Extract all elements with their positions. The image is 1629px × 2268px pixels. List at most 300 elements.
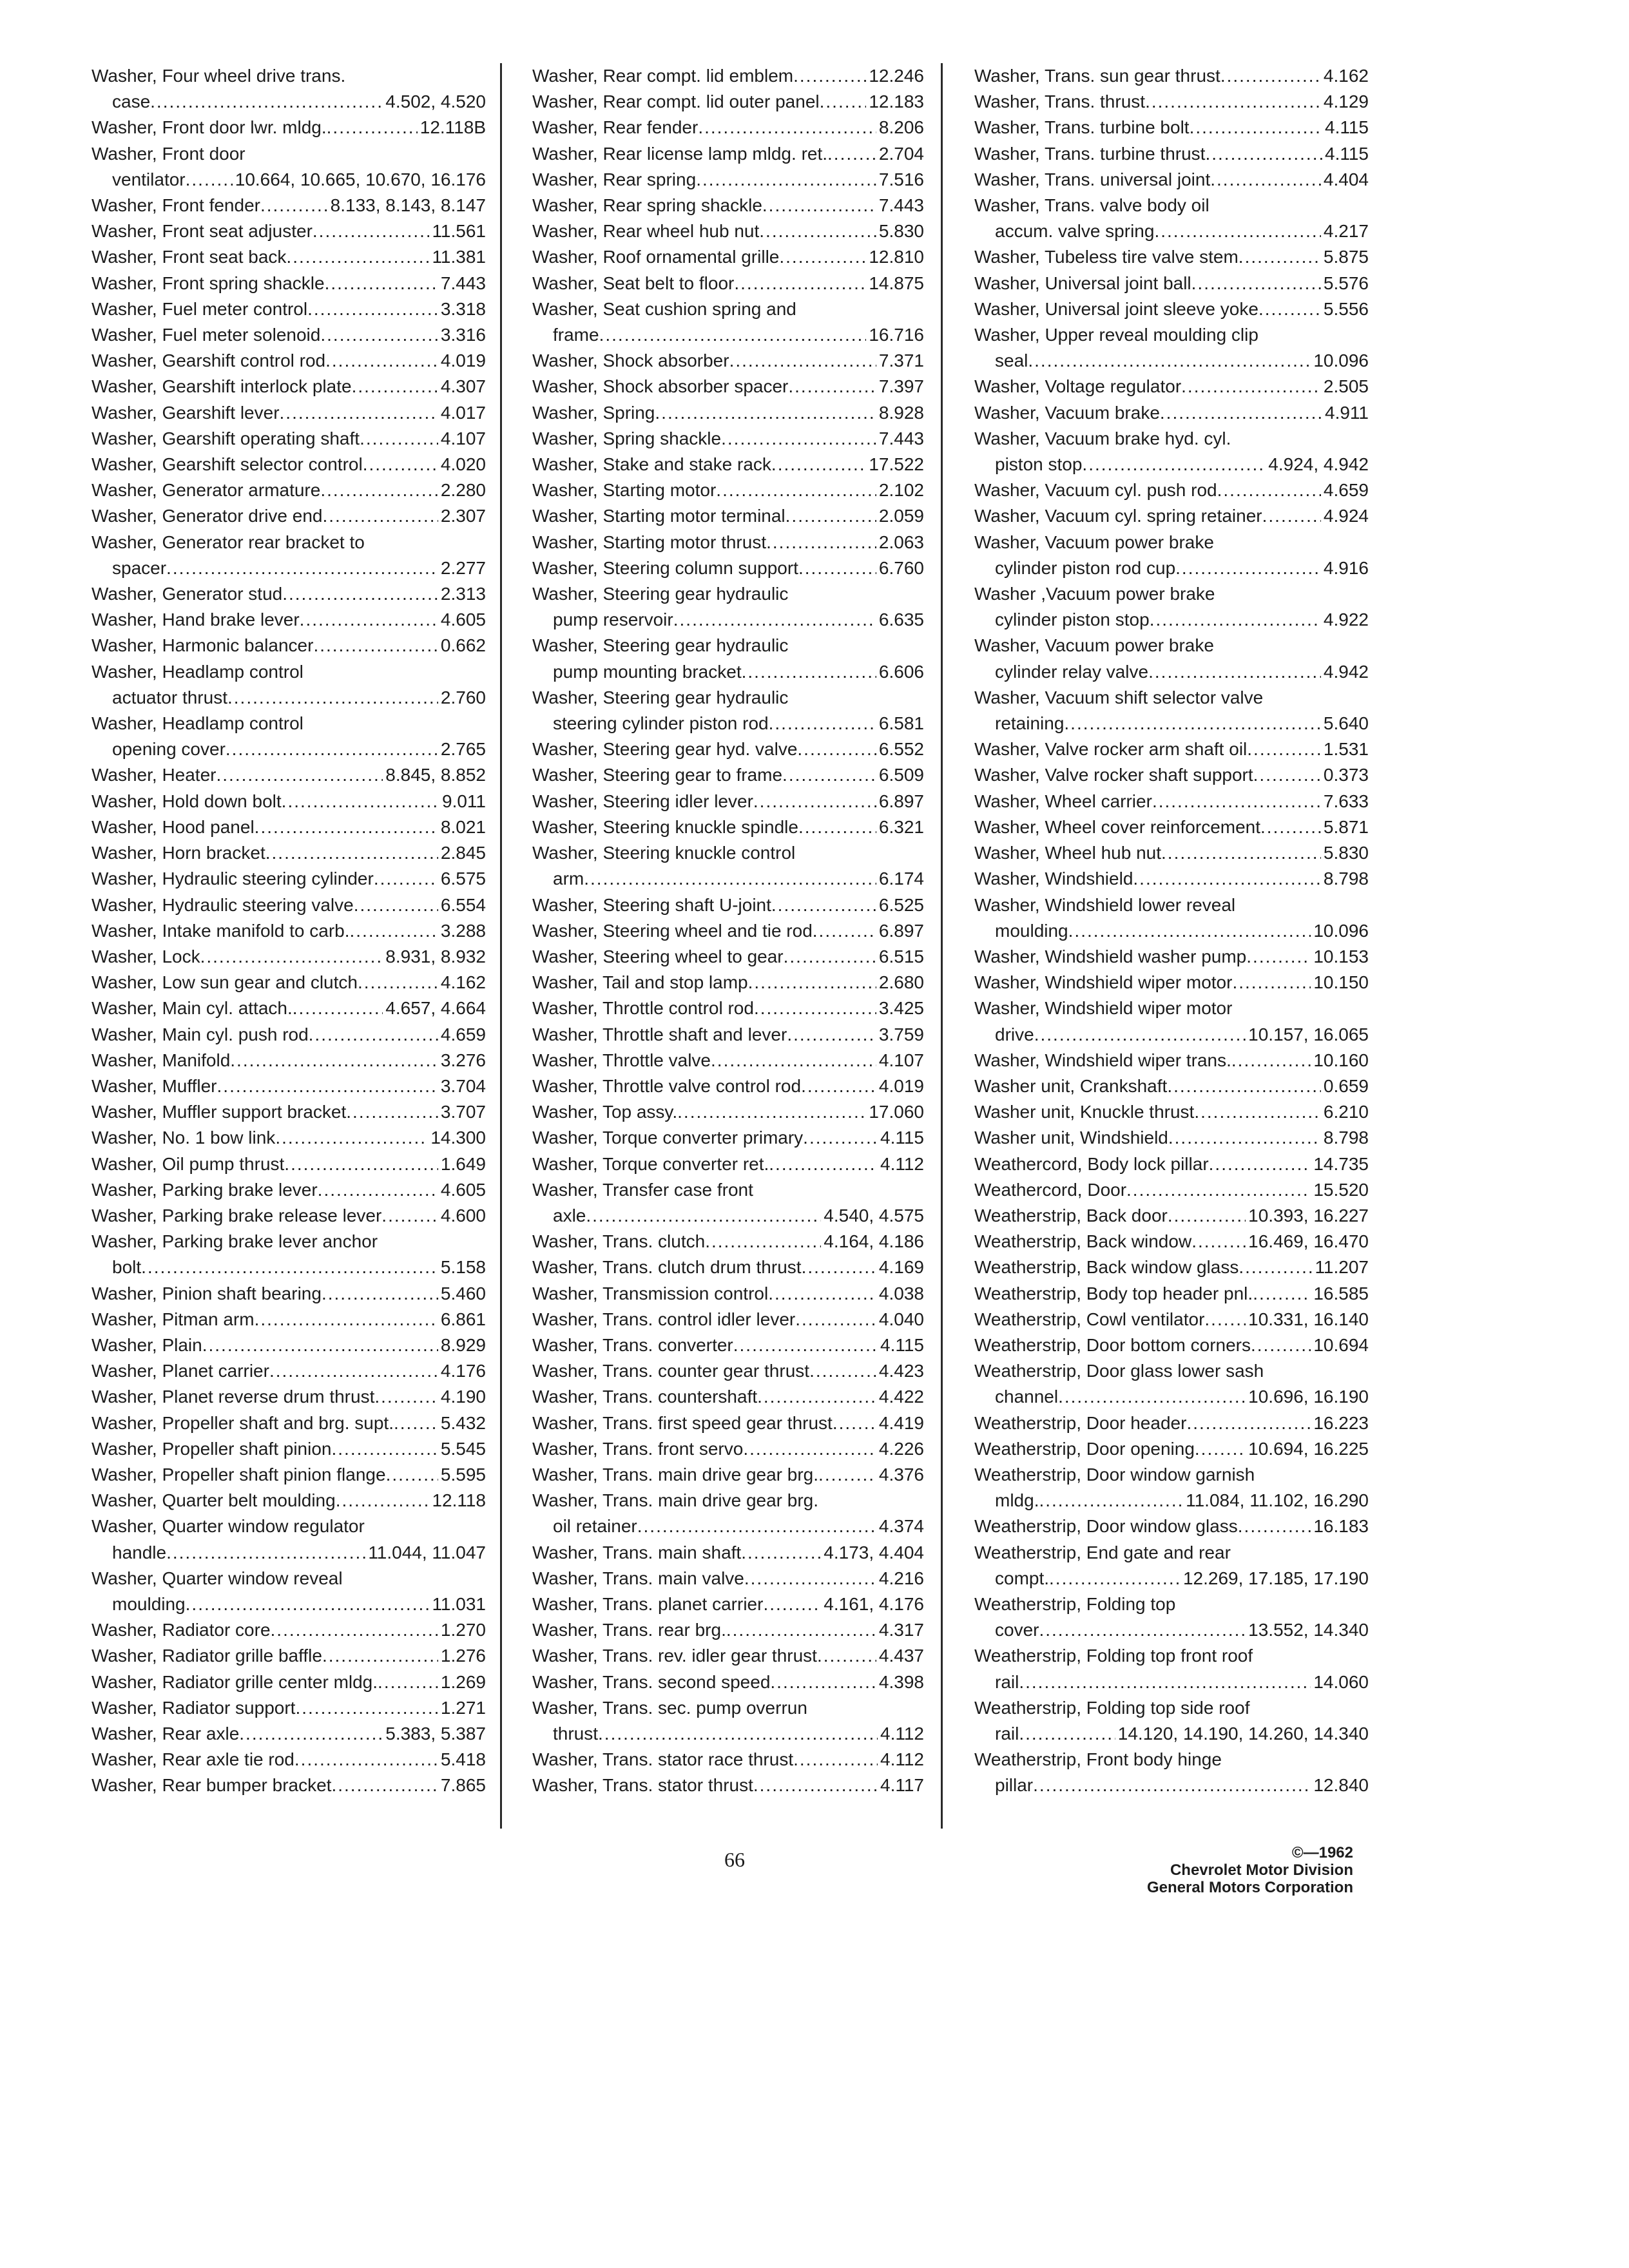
index-entry xyxy=(532,789,924,814)
dot-leader xyxy=(793,63,866,89)
index-entry xyxy=(532,1099,924,1125)
entry-page-ref: 6.861 xyxy=(440,1309,486,1329)
entry-term: Washer, Lock xyxy=(92,946,200,966)
index-entry xyxy=(974,840,1369,866)
entry-page-ref: 4.605 xyxy=(440,610,486,630)
entry-term: Washer, Gearshift interlock plate xyxy=(92,376,352,397)
entry-page-ref: 2.704 xyxy=(878,143,924,164)
index-entry xyxy=(532,1022,924,1048)
index-entry xyxy=(974,1281,1369,1307)
index-entry xyxy=(532,244,924,270)
dot-leader xyxy=(300,607,438,633)
entry-term: Washer, Starting motor xyxy=(532,480,717,501)
dot-leader xyxy=(271,1617,438,1643)
index-entry xyxy=(974,1307,1369,1332)
entry-term: Washer, No. 1 bow link xyxy=(92,1128,276,1148)
index-entry xyxy=(974,995,1369,1047)
entry-page-ref: 4.540, 4.575 xyxy=(824,1205,924,1225)
entry-term-continued: cylinder piston stop xyxy=(995,610,1150,630)
index-entry xyxy=(532,477,924,503)
dot-leader xyxy=(1064,711,1321,736)
index-entry xyxy=(92,970,486,995)
entry-page-ref: 7.443 xyxy=(878,428,924,448)
dot-leader xyxy=(282,789,439,814)
dot-leader xyxy=(1253,762,1321,788)
index-entry xyxy=(974,633,1369,684)
entry-page-ref: 4.020 xyxy=(440,454,486,475)
entry-page-ref: 4.659 xyxy=(440,1024,486,1044)
dot-leader xyxy=(1239,1254,1312,1280)
dot-leader xyxy=(705,1229,821,1254)
entry-page-ref: 6.552 xyxy=(878,739,924,760)
dot-leader xyxy=(1126,1177,1311,1203)
entry-term: Washer, Vacuum brake xyxy=(974,402,1160,423)
entry-term: Washer unit, Crankshaft xyxy=(974,1075,1168,1096)
dot-leader xyxy=(1168,1203,1246,1229)
entry-term: Washer, Steering column support xyxy=(532,557,798,578)
entry-term: Washer, Trans. main valve xyxy=(532,1568,744,1588)
dot-leader xyxy=(757,1384,876,1410)
entry-term-continued: pump mounting bracket xyxy=(553,661,742,682)
index-entry xyxy=(532,89,924,115)
dot-leader xyxy=(354,892,438,918)
index-entry xyxy=(974,530,1369,581)
entry-page-ref: 9.011 xyxy=(442,791,486,811)
dot-leader xyxy=(771,452,866,477)
entry-term: Washer, Low sun gear and clutch xyxy=(92,972,358,993)
entry-term: Washer, Parking brake lever xyxy=(92,1179,318,1200)
index-entry xyxy=(92,1695,486,1721)
index-entry xyxy=(92,296,486,322)
index-entry xyxy=(92,892,486,918)
entry-page-ref: 5.545 xyxy=(440,1438,486,1459)
entry-term: Washer, Rear spring shackle xyxy=(532,195,762,216)
entry-term: Washer, Vacuum brake hyd. cyl. xyxy=(974,428,1231,448)
entry-page-ref: 3.759 xyxy=(878,1024,924,1044)
dot-leader xyxy=(307,296,438,322)
index-entry xyxy=(974,970,1369,995)
entry-term: Washer, Seat cushion spring and xyxy=(532,298,796,319)
entry-page-ref: 4.040 xyxy=(878,1309,924,1329)
dot-leader xyxy=(784,944,876,970)
dot-leader xyxy=(586,1203,821,1229)
entry-term: Washer, Propeller shaft pinion xyxy=(92,1438,332,1459)
entry-term: Washer, Shock absorber xyxy=(532,351,729,371)
index-entry xyxy=(92,1566,486,1617)
index-entry xyxy=(92,1462,486,1488)
entry-page-ref: 1.276 xyxy=(440,1646,486,1666)
entry-page-ref: 4.019 xyxy=(440,351,486,371)
entry-page-ref: 4.376 xyxy=(878,1464,924,1485)
dot-leader xyxy=(1152,789,1321,814)
dot-leader xyxy=(313,633,438,658)
entry-term: Weatherstrip, Door bottom corners xyxy=(974,1334,1251,1355)
entry-term: Washer, Gearshift operating shaft xyxy=(92,428,360,448)
entry-term: Washer, Trans. front servo xyxy=(532,1438,744,1459)
entry-term: Washer, Stake and stake rack xyxy=(532,454,771,475)
entry-term: Weatherstrip, Back door xyxy=(974,1205,1168,1225)
entry-page-ref: 4.162 xyxy=(440,972,486,993)
entry-term: Washer, Wheel carrier xyxy=(974,791,1152,811)
index-entry xyxy=(532,400,924,426)
entry-page-ref: 2.760 xyxy=(440,687,486,707)
entry-term: Washer, Trans. rear brg. xyxy=(532,1620,726,1640)
entry-page-ref: 8.931, 8.932 xyxy=(385,946,486,966)
index-entry xyxy=(974,892,1369,944)
dot-leader xyxy=(318,1177,438,1203)
entry-page-ref: 14.060 xyxy=(1313,1671,1369,1692)
entry-term: Washer, Vacuum shift selector valve xyxy=(974,687,1264,707)
entry-term-continued: actuator thrust xyxy=(112,687,227,707)
index-entry xyxy=(532,167,924,193)
index-entry xyxy=(92,789,486,814)
entry-term: Washer, Torque converter ret. xyxy=(532,1153,769,1174)
entry-page-ref: 4.942 xyxy=(1323,661,1369,682)
entry-term: Washer, Trans. clutch drum thrust xyxy=(532,1257,802,1278)
entry-page-ref: 4.422 xyxy=(878,1387,924,1407)
dot-leader xyxy=(331,1773,438,1798)
dot-leader xyxy=(766,530,876,555)
index-entry xyxy=(532,63,924,89)
entry-term: Washer, Steering knuckle control xyxy=(532,843,796,863)
index-entry xyxy=(92,995,486,1021)
index-entry xyxy=(974,374,1369,399)
index-entry xyxy=(974,1643,1369,1695)
entry-term: Washer, Steering gear hydraulic xyxy=(532,584,789,604)
entry-page-ref: 5.158 xyxy=(440,1257,486,1278)
entry-term-continued: pump reservoir xyxy=(553,610,673,630)
entry-term: Washer, Planet carrier xyxy=(92,1361,269,1381)
dot-leader xyxy=(1161,840,1321,866)
index-entry xyxy=(92,866,486,892)
dot-leader xyxy=(217,1073,438,1099)
entry-page-ref: 4.419 xyxy=(878,1412,924,1433)
index-entry xyxy=(974,1125,1369,1151)
entry-page-ref: 4.115 xyxy=(1325,117,1369,138)
entry-term: Washer, Trans. sun gear thrust xyxy=(974,66,1220,86)
index-entry xyxy=(974,1229,1369,1254)
entry-page-ref: 4.216 xyxy=(878,1568,924,1588)
dot-leader xyxy=(797,736,876,762)
entry-term: Weatherstrip, Cowl ventilator xyxy=(974,1309,1205,1329)
index-column-1 xyxy=(92,63,486,1799)
index-entry xyxy=(92,374,486,399)
entry-term: Washer, Steering knuckle spindle xyxy=(532,816,798,837)
dot-leader xyxy=(1232,970,1311,995)
dot-leader xyxy=(1148,659,1321,685)
dot-leader xyxy=(1186,1410,1311,1436)
entry-term-continued: rail xyxy=(995,1724,1019,1744)
entry-page-ref: 4.107 xyxy=(878,1050,924,1070)
index-entry xyxy=(92,271,486,296)
entry-page-ref: 10.694, 16.225 xyxy=(1248,1438,1369,1459)
dot-leader xyxy=(309,1022,438,1048)
entry-page-ref: 12.810 xyxy=(869,247,924,267)
entry-term: Weatherstrip, Back window xyxy=(974,1231,1192,1252)
entry-page-ref: 8.798 xyxy=(1323,1128,1369,1148)
entry-term-continued: ventilator xyxy=(112,169,186,189)
index-entry xyxy=(974,814,1369,840)
entry-term: Washer, Steering wheel and tie rod xyxy=(532,920,813,941)
entry-term: Washer, Trans. stator race thrust xyxy=(532,1749,794,1770)
entry-term: Washer, Fuel meter solenoid xyxy=(92,325,321,345)
entry-term: Washer unit, Knuckle thrust xyxy=(974,1102,1195,1122)
entry-term: Washer, Universal joint ball xyxy=(974,273,1191,293)
index-entry xyxy=(532,296,924,348)
entry-term-continued: spacer xyxy=(112,557,167,578)
entry-page-ref: 4.911 xyxy=(1325,402,1369,423)
entry-term: Washer, Trans. sec. pump overrun xyxy=(532,1697,807,1718)
dot-leader xyxy=(743,1436,876,1462)
entry-page-ref: 6.554 xyxy=(440,894,486,915)
index-entry xyxy=(532,1307,924,1332)
entry-page-ref: 10.153 xyxy=(1313,946,1369,966)
dot-leader xyxy=(286,244,429,270)
entry-term-continued: rail xyxy=(995,1671,1019,1692)
dot-leader xyxy=(141,1254,438,1280)
entry-term: Washer, Steering idler lever xyxy=(532,791,753,811)
index-entry xyxy=(92,1099,486,1125)
entry-term: Washer, Torque converter primary xyxy=(532,1128,804,1148)
entry-term: Weatherstrip, Body top header pnl. xyxy=(974,1283,1253,1303)
index-entry xyxy=(532,1591,924,1617)
dot-leader xyxy=(1181,374,1321,399)
entry-page-ref: 13.552, 14.340 xyxy=(1248,1620,1369,1640)
dot-leader xyxy=(322,503,438,529)
entry-page-ref: 8.798 xyxy=(1323,869,1369,889)
entry-term: Washer, Headlamp control xyxy=(92,713,304,734)
dot-leader xyxy=(1068,918,1311,944)
index-entry xyxy=(532,1540,924,1566)
entry-page-ref: 5.576 xyxy=(1323,273,1369,293)
index-entry xyxy=(532,1358,924,1384)
dot-leader xyxy=(1258,296,1321,322)
dot-leader xyxy=(788,374,876,399)
dot-leader xyxy=(655,400,876,426)
entry-page-ref: 10.696, 16.190 xyxy=(1248,1387,1369,1407)
entry-term: Washer, Generator drive end xyxy=(92,506,323,526)
entry-page-ref: 5.871 xyxy=(1323,816,1369,837)
entry-term: Washer, Trans. main shaft xyxy=(532,1542,742,1562)
dot-leader xyxy=(394,1410,438,1436)
entry-page-ref: 3.318 xyxy=(440,298,486,319)
dot-leader xyxy=(381,1203,438,1229)
dot-leader xyxy=(1260,814,1321,840)
index-entry xyxy=(974,1436,1369,1462)
entry-page-ref: 10.664, 10.665, 10.670, 16.176 xyxy=(235,169,486,189)
entry-page-ref: 10.096 xyxy=(1313,351,1369,371)
entry-term-continued: axle xyxy=(553,1205,586,1225)
copyright-division: Chevrolet Motor Division xyxy=(1170,1861,1353,1879)
entry-term: Washer, Four wheel drive trans. xyxy=(92,66,346,86)
entry-page-ref: 4.226 xyxy=(878,1438,924,1459)
index-entry xyxy=(92,1773,486,1798)
entry-term: Washer, Vacuum power brake xyxy=(974,532,1214,552)
index-entry xyxy=(92,1022,486,1048)
entry-page-ref: 5.875 xyxy=(1323,247,1369,267)
dot-leader xyxy=(833,1410,876,1436)
entry-page-ref: 5.640 xyxy=(1323,713,1369,734)
entry-page-ref: 16.469, 16.470 xyxy=(1248,1231,1369,1252)
index-entry xyxy=(92,814,486,840)
dot-leader xyxy=(726,1617,876,1643)
entry-term: Washer, Muffler support bracket xyxy=(92,1102,347,1122)
index-entry xyxy=(92,1203,486,1229)
entry-term: Washer, Universal joint sleeve yoke xyxy=(974,298,1258,319)
entry-page-ref: 4.217 xyxy=(1323,221,1369,242)
entry-term: Washer, Steering gear hydraulic xyxy=(532,635,789,656)
dot-leader xyxy=(313,218,430,244)
entry-term: Weatherstrip, Folding top xyxy=(974,1593,1176,1614)
dot-leader xyxy=(346,1099,438,1125)
dot-leader xyxy=(677,1099,866,1125)
dot-leader xyxy=(322,1281,438,1307)
entry-term-continued: moulding xyxy=(995,920,1068,941)
entry-page-ref: 4.916 xyxy=(1323,557,1369,578)
entry-page-ref: 7.371 xyxy=(878,351,924,371)
index-entry xyxy=(92,944,486,970)
index-entry xyxy=(532,1073,924,1099)
dot-leader xyxy=(352,374,438,399)
entry-page-ref: 6.897 xyxy=(878,920,924,941)
entry-term: Washer, Starting motor terminal xyxy=(532,506,786,526)
index-entry xyxy=(974,1591,1369,1643)
dot-leader xyxy=(770,1669,876,1695)
dot-leader xyxy=(786,503,876,529)
dot-leader xyxy=(280,400,438,426)
index-entry xyxy=(532,1462,924,1488)
dot-leader xyxy=(363,452,438,477)
entry-page-ref: 6.575 xyxy=(440,869,486,889)
entry-page-ref: 4.162 xyxy=(1323,66,1369,86)
copyright-notice xyxy=(1147,1844,1353,1896)
index-entry xyxy=(974,762,1369,788)
dot-leader xyxy=(1168,1125,1321,1151)
index-entry xyxy=(974,736,1369,762)
index-entry xyxy=(974,1177,1369,1203)
index-entry xyxy=(92,918,486,944)
index-entry xyxy=(92,1669,486,1695)
dot-leader xyxy=(378,1669,438,1695)
entry-page-ref: 4.922 xyxy=(1323,610,1369,630)
entry-page-ref: 10.393, 16.227 xyxy=(1248,1205,1369,1225)
entry-term: Weatherstrip, End gate and rear xyxy=(974,1542,1231,1562)
dot-leader xyxy=(1205,141,1322,167)
index-entry xyxy=(92,1384,486,1410)
index-entry xyxy=(532,1229,924,1254)
entry-page-ref: 2.845 xyxy=(440,843,486,863)
entry-term: Washer, Rear axle tie rod xyxy=(92,1749,294,1770)
index-entry xyxy=(532,1125,924,1151)
dot-leader xyxy=(1194,1099,1321,1125)
page-number: 66 xyxy=(724,1848,745,1871)
entry-page-ref: 16.716 xyxy=(869,325,924,345)
dot-leader xyxy=(269,1358,438,1384)
entry-term: Washer, Trans. thrust xyxy=(974,91,1146,112)
entry-page-ref: 5.830 xyxy=(878,221,924,242)
dot-leader xyxy=(386,1462,438,1488)
index-entry xyxy=(92,633,486,658)
dot-leader xyxy=(1175,555,1321,581)
entry-term: Washer, Trans. stator thrust xyxy=(532,1775,753,1796)
entry-page-ref: 4.019 xyxy=(878,1075,924,1096)
entry-page-ref: 4.115 xyxy=(880,1334,924,1355)
index-entry xyxy=(974,271,1369,296)
dot-leader xyxy=(374,866,438,892)
index-entry xyxy=(92,1358,486,1384)
entry-term: Washer, Tail and stop lamp xyxy=(532,972,748,993)
entry-page-ref: 6.525 xyxy=(878,894,924,915)
entry-page-ref: 7.633 xyxy=(1323,791,1369,811)
entry-page-ref: 8.133, 8.143, 8.147 xyxy=(330,195,486,216)
index-entry xyxy=(532,115,924,140)
entry-term: Washer, Front door xyxy=(92,143,246,164)
entry-page-ref: 8.845, 8.852 xyxy=(385,765,486,785)
entry-page-ref: 7.443 xyxy=(878,195,924,216)
entry-page-ref: 14.300 xyxy=(430,1128,486,1148)
index-entry xyxy=(532,1332,924,1358)
entry-term: Washer, Trans. converter xyxy=(532,1334,733,1355)
entry-page-ref: 11.561 xyxy=(432,221,486,242)
entry-page-ref: 2.063 xyxy=(878,532,924,552)
entry-page-ref: 10.096 xyxy=(1313,920,1369,941)
dot-leader xyxy=(1034,1022,1246,1048)
entry-term: Washer ,Vacuum power brake xyxy=(974,584,1215,604)
index-entry xyxy=(532,530,924,555)
dot-leader xyxy=(230,1048,438,1073)
index-entry xyxy=(974,322,1369,374)
dot-leader xyxy=(1028,348,1311,374)
entry-page-ref: 4.317 xyxy=(878,1620,924,1640)
index-entry xyxy=(92,63,486,115)
index-entry xyxy=(974,1073,1369,1099)
entry-term-continued: handle xyxy=(112,1542,167,1562)
entry-page-ref: 4.374 xyxy=(878,1516,924,1537)
entry-term: Washer, Throttle valve control rod xyxy=(532,1075,802,1096)
dot-leader xyxy=(336,1488,430,1514)
entry-page-ref: 2.505 xyxy=(1323,376,1369,397)
entry-term: Washer, Harmonic balancer xyxy=(92,635,314,656)
entry-page-ref: 6.606 xyxy=(878,661,924,682)
entry-page-ref: 5.383, 5.387 xyxy=(385,1724,486,1744)
index-entry xyxy=(974,1048,1369,1073)
entry-term: Washer, Trans. clutch xyxy=(532,1231,706,1252)
entry-term: Washer, Windshield lower reveal xyxy=(974,894,1236,915)
entry-page-ref: 11.044, 11.047 xyxy=(368,1542,486,1562)
dot-leader xyxy=(598,1721,878,1747)
entry-term: Washer, Front fender xyxy=(92,195,260,216)
entry-page-ref: 8.929 xyxy=(440,1334,486,1355)
entry-term-continued: oil retainer xyxy=(553,1516,637,1537)
entry-term: Washer, Trans. turbine thrust xyxy=(974,143,1206,164)
entry-term: Washer, Throttle control rod xyxy=(532,998,754,1019)
entry-page-ref: 2.680 xyxy=(878,972,924,993)
entry-term: Washer, Fuel meter control xyxy=(92,298,308,319)
dot-leader xyxy=(202,1332,438,1358)
entry-page-ref: 15.520 xyxy=(1313,1179,1369,1200)
dot-leader xyxy=(793,1747,878,1773)
entry-term-continued: cover xyxy=(995,1620,1039,1640)
entry-term: Washer, Horn bracket xyxy=(92,843,265,863)
entry-page-ref: 1.271 xyxy=(440,1697,486,1718)
entry-page-ref: 3.425 xyxy=(878,998,924,1019)
dot-leader xyxy=(1209,1151,1311,1177)
entry-page-ref: 10.157, 16.065 xyxy=(1248,1024,1369,1044)
dot-leader xyxy=(265,840,438,866)
entry-term: Weatherstrip, Door opening xyxy=(974,1438,1195,1459)
index-entry xyxy=(974,581,1369,633)
index-entry xyxy=(532,970,924,995)
